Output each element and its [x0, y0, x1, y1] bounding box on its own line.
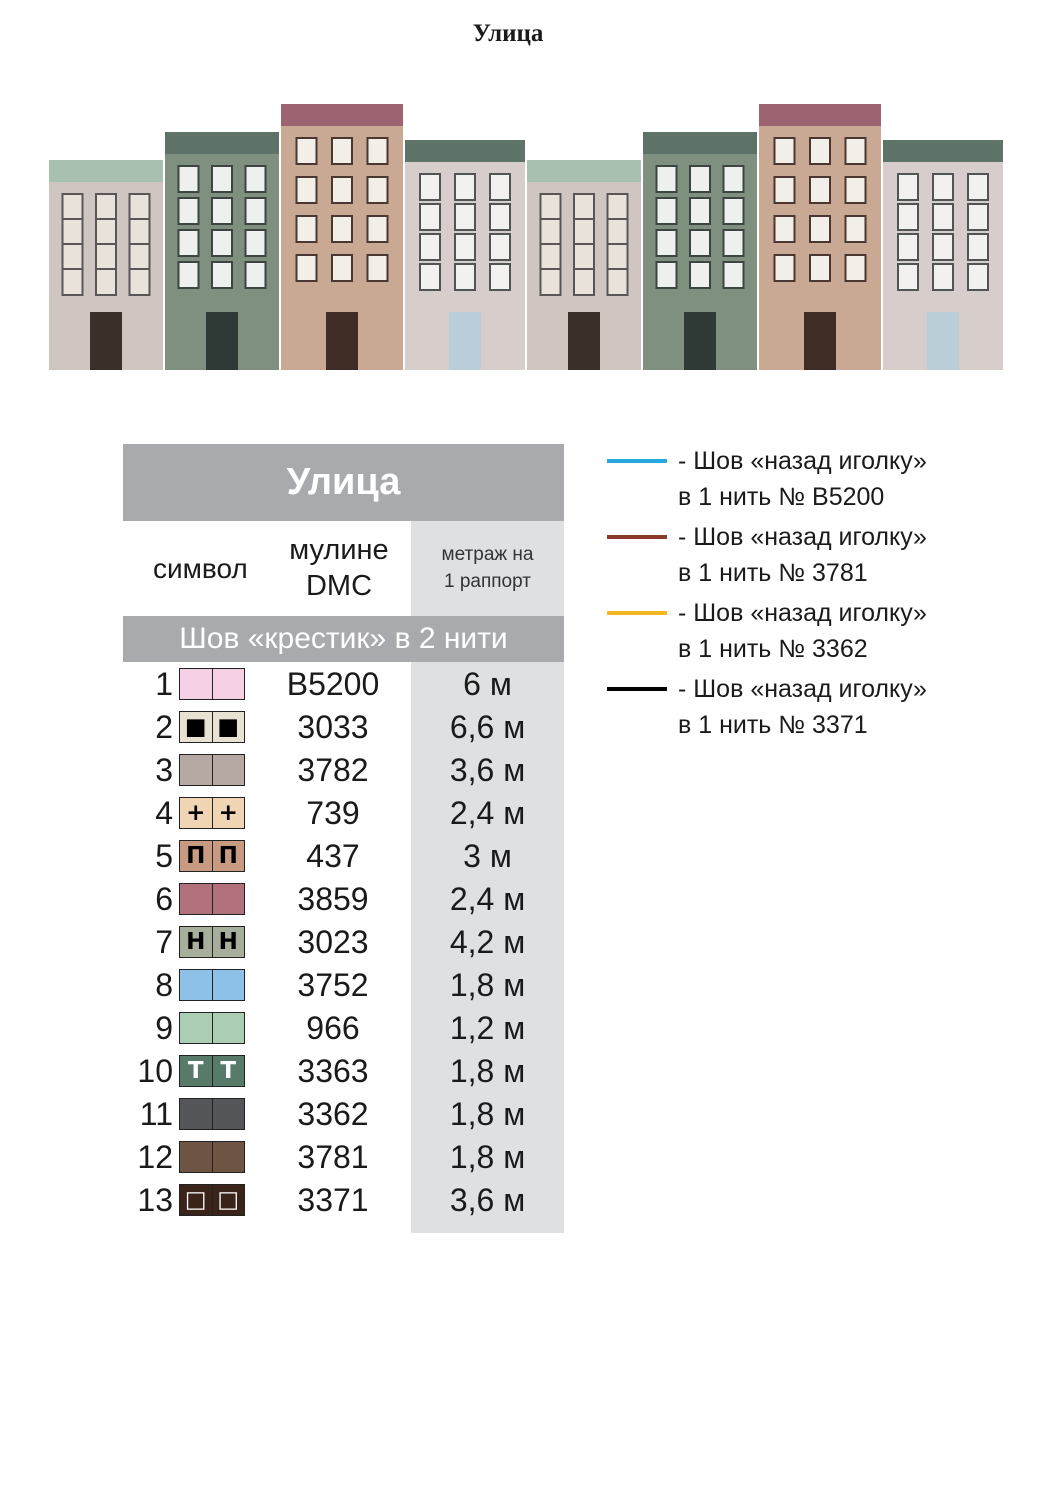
building-window [724, 198, 744, 224]
thread-length: 4,2 м [449, 924, 526, 960]
legend-thread-spec: в 1 нить № 3781 [678, 559, 868, 587]
building-window [455, 234, 475, 260]
building-window [541, 244, 561, 270]
swatch-cell-left [180, 669, 212, 699]
swatch-cell-right [212, 755, 245, 785]
building-roof [405, 140, 525, 162]
swatch-cell-right: ■ [212, 712, 245, 742]
color-swatch [179, 1055, 245, 1087]
legend-item [607, 447, 1027, 523]
swatch-cell-right [212, 669, 245, 699]
building-window [63, 244, 83, 270]
building-roof [527, 160, 641, 182]
building-window [490, 174, 510, 200]
table-row [123, 1135, 564, 1178]
col-thread-header-line1: мулине [289, 534, 389, 566]
table-row [123, 705, 564, 748]
row-number: 6 [155, 881, 173, 917]
building-window [574, 219, 594, 245]
color-swatch [179, 754, 245, 786]
swatch-cell-right: + [212, 798, 245, 828]
building-window [368, 255, 388, 281]
building-window [541, 219, 561, 245]
building-window [933, 234, 953, 260]
table-header [123, 521, 564, 616]
row-number: 2 [155, 709, 173, 745]
building-window [490, 264, 510, 290]
table-row [123, 877, 564, 920]
thread-length: 1,8 м [449, 1139, 526, 1175]
building-window [574, 269, 594, 295]
building-window [96, 244, 116, 270]
building-roof [759, 104, 881, 126]
building-window [690, 198, 710, 224]
building-window [420, 204, 440, 230]
legend-stitch-type: - Шов «назад иголку» [678, 523, 927, 551]
building-window [657, 230, 677, 256]
building-window [775, 138, 795, 164]
thread-length: 1,8 м [449, 1096, 526, 1132]
building-window [246, 166, 266, 192]
building-window [933, 174, 953, 200]
table-row [123, 748, 564, 791]
color-swatch [179, 668, 245, 700]
building-window [332, 216, 352, 242]
building-window [63, 194, 83, 220]
swatch-cell-right: Т [212, 1056, 245, 1086]
building-window [297, 216, 317, 242]
thread-length: 2,4 м [449, 795, 526, 831]
building-window [490, 204, 510, 230]
building-window [690, 166, 710, 192]
stitch-line-sample [607, 459, 667, 463]
dmc-code: 3781 [297, 1139, 369, 1175]
building-door [927, 312, 959, 370]
building-window [968, 174, 988, 200]
building-door [326, 312, 358, 370]
row-number: 3 [155, 752, 173, 788]
dmc-code: 3859 [297, 881, 369, 917]
building-window [297, 138, 317, 164]
building-window [724, 230, 744, 256]
building-window [420, 264, 440, 290]
col-length-header-line2: 1 раппорт [444, 571, 531, 592]
building-window [608, 219, 628, 245]
building-window [455, 174, 475, 200]
building-window [968, 204, 988, 230]
dmc-code: 437 [306, 838, 360, 874]
dmc-code: 3363 [297, 1053, 369, 1089]
building-roof [281, 104, 403, 126]
dmc-code: B5200 [286, 666, 380, 702]
table-row [123, 920, 564, 963]
swatch-cell-left [180, 1099, 212, 1129]
legend-thread-spec: в 1 нить № 3371 [678, 711, 868, 739]
dmc-code: 3752 [297, 967, 369, 1003]
building-window [130, 219, 150, 245]
swatch-cell-right: Н [212, 927, 245, 957]
swatch-cell-left: Н [180, 927, 212, 957]
building-door [206, 312, 238, 370]
row-number: 5 [155, 838, 173, 874]
building-window [541, 269, 561, 295]
building-window [574, 244, 594, 270]
swatch-cell-left: П [180, 841, 212, 871]
building-window [455, 204, 475, 230]
thread-length: 1,8 м [449, 1053, 526, 1089]
legend-item [607, 675, 1027, 751]
thread-key-table [123, 444, 564, 1233]
building-window [246, 198, 266, 224]
building-window [898, 234, 918, 260]
row-number: 10 [137, 1053, 173, 1089]
building-window [96, 194, 116, 220]
building-window [898, 174, 918, 200]
building-window [810, 138, 830, 164]
table-row [123, 1092, 564, 1135]
building-door [804, 312, 836, 370]
stitch-line-sample [607, 611, 667, 615]
building-window [933, 264, 953, 290]
color-swatch [179, 1012, 245, 1044]
swatch-cell-right [212, 884, 245, 914]
stitch-line-sample [607, 687, 667, 691]
color-swatch [179, 1098, 245, 1130]
building-window [898, 204, 918, 230]
table-title: Улица [123, 444, 564, 521]
swatch-cell-right [212, 970, 245, 1000]
dmc-code: 3033 [297, 709, 369, 745]
row-number: 8 [155, 967, 173, 1003]
table-row [123, 1049, 564, 1092]
swatch-cell-left: □ [180, 1185, 212, 1215]
building-window [130, 194, 150, 220]
swatch-cell-left: + [180, 798, 212, 828]
table-body [123, 662, 564, 1233]
building-window [130, 269, 150, 295]
dmc-code: 3362 [297, 1096, 369, 1132]
building-roof [165, 132, 279, 154]
col-length-header-line1: метраж на [441, 544, 534, 565]
building-window [724, 262, 744, 288]
stitch-line-sample [607, 535, 667, 539]
building-window [96, 219, 116, 245]
building-window [420, 234, 440, 260]
dmc-code: 3023 [297, 924, 369, 960]
building-window [933, 204, 953, 230]
legend-item [607, 599, 1027, 675]
building-door [684, 312, 716, 370]
col-thread-header-line2: DMC [305, 570, 373, 602]
swatch-cell-right: □ [212, 1185, 245, 1215]
building-window [541, 194, 561, 220]
row-number: 12 [137, 1139, 173, 1175]
building-window [332, 255, 352, 281]
legend-item [607, 523, 1027, 599]
building-window [246, 262, 266, 288]
row-number: 9 [155, 1010, 173, 1046]
building-door [568, 312, 600, 370]
building-window [297, 177, 317, 203]
building-roof [643, 132, 757, 154]
building-window [608, 194, 628, 220]
building-window [96, 269, 116, 295]
backstitch-legend [607, 447, 1027, 751]
color-swatch [179, 969, 245, 1001]
building-window [898, 264, 918, 290]
building-window [179, 262, 199, 288]
building-window [212, 198, 232, 224]
building-window [810, 177, 830, 203]
thread-length: 1,8 м [449, 967, 526, 1003]
building-window [212, 166, 232, 192]
building-window [657, 166, 677, 192]
row-number: 4 [155, 795, 173, 831]
building-window [775, 255, 795, 281]
building-window [455, 264, 475, 290]
building-window [332, 138, 352, 164]
stitch-type-subheader: Шов «крестик» в 2 нити [123, 616, 564, 662]
swatch-cell-right [212, 1142, 245, 1172]
building-window [179, 230, 199, 256]
legend-thread-spec: в 1 нить № 3362 [678, 635, 868, 663]
legend-stitch-type: - Шов «назад иголку» [678, 675, 927, 703]
building-window [846, 177, 866, 203]
building-window [332, 177, 352, 203]
color-swatch [179, 797, 245, 829]
table-row [123, 834, 564, 877]
building-window [574, 194, 594, 220]
swatch-cell-left [180, 755, 212, 785]
building-window [657, 262, 677, 288]
color-swatch [179, 883, 245, 915]
building-door [90, 312, 122, 370]
street-illustration [49, 88, 1004, 370]
row-number: 7 [155, 924, 173, 960]
building-window [212, 230, 232, 256]
thread-length: 3,6 м [449, 752, 526, 788]
color-swatch [179, 711, 245, 743]
table-row [123, 1178, 564, 1221]
swatch-cell-left: ■ [180, 712, 212, 742]
building-window [810, 255, 830, 281]
building-window [690, 262, 710, 288]
building-door [449, 312, 481, 370]
swatch-cell-right [212, 1099, 245, 1129]
dmc-code: 3371 [297, 1182, 369, 1218]
swatch-cell-left [180, 1142, 212, 1172]
building-window [368, 216, 388, 242]
building-roof [883, 140, 1003, 162]
col-length-header [411, 521, 564, 616]
building-window [846, 138, 866, 164]
swatch-cell-left: Т [180, 1056, 212, 1086]
building-window [608, 244, 628, 270]
thread-length: 2,4 м [449, 881, 526, 917]
building-window [608, 269, 628, 295]
building-window [368, 138, 388, 164]
table-row [123, 662, 564, 705]
dmc-code: 739 [306, 795, 360, 831]
building-window [246, 230, 266, 256]
table-row [123, 963, 564, 1006]
building-window [968, 234, 988, 260]
building-roof [49, 160, 163, 182]
building-window [775, 216, 795, 242]
building-window [846, 255, 866, 281]
building-window [63, 269, 83, 295]
color-swatch [179, 1184, 245, 1216]
row-number: 11 [139, 1096, 173, 1132]
building-window [846, 216, 866, 242]
building-window [810, 216, 830, 242]
page-title: Улица [472, 20, 544, 47]
color-swatch [179, 926, 245, 958]
building-window [968, 264, 988, 290]
legend-thread-spec: в 1 нить № B5200 [678, 483, 885, 511]
building-window [63, 219, 83, 245]
thread-length: 3,6 м [449, 1182, 526, 1218]
thread-length: 3 м [463, 838, 512, 874]
table-row [123, 1006, 564, 1049]
color-swatch [179, 840, 245, 872]
swatch-cell-right: П [212, 841, 245, 871]
building-window [657, 198, 677, 224]
thread-length: 6 м [463, 666, 512, 702]
building-window [690, 230, 710, 256]
dmc-code: 3782 [297, 752, 369, 788]
building-window [775, 177, 795, 203]
building-window [130, 244, 150, 270]
col-thread-header [273, 532, 405, 604]
building-window [490, 234, 510, 260]
building-window [179, 166, 199, 192]
building-window [297, 255, 317, 281]
thread-length: 1,2 м [449, 1010, 526, 1046]
row-number: 1 [155, 666, 173, 702]
col-symbol-header: символ [153, 553, 248, 584]
color-swatch [179, 1141, 245, 1173]
legend-stitch-type: - Шов «назад иголку» [678, 599, 927, 627]
legend-stitch-type: - Шов «назад иголку» [678, 447, 927, 475]
building-window [179, 198, 199, 224]
building-window [212, 262, 232, 288]
swatch-cell-right [212, 1013, 245, 1043]
thread-length: 6,6 м [449, 709, 526, 745]
row-number: 13 [137, 1182, 173, 1218]
swatch-cell-left [180, 884, 212, 914]
table-row [123, 791, 564, 834]
swatch-cell-left [180, 970, 212, 1000]
swatch-cell-left [180, 1013, 212, 1043]
building-window [724, 166, 744, 192]
building-window [368, 177, 388, 203]
building-window [420, 174, 440, 200]
dmc-code: 966 [306, 1010, 360, 1046]
